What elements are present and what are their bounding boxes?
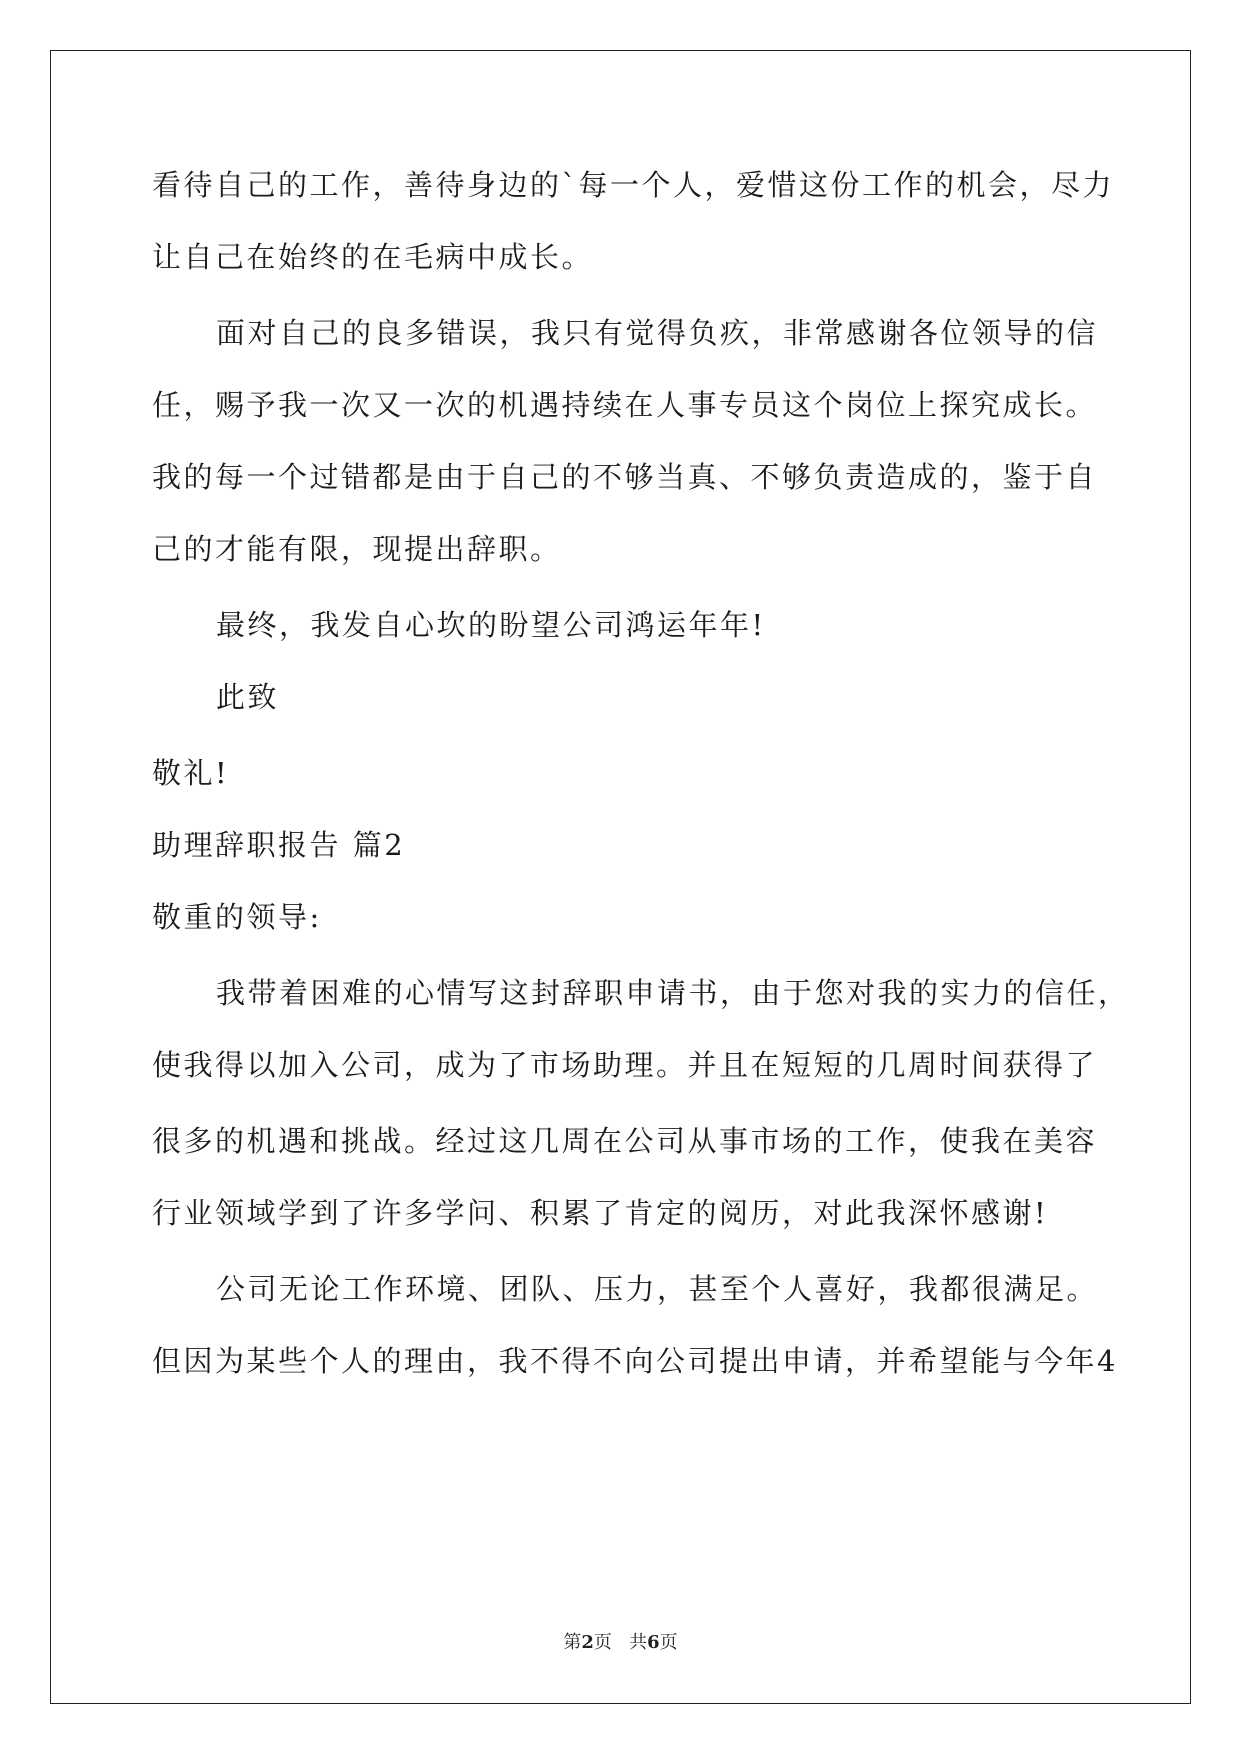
text-line: 但因为某些个人的理由，我不得不向公司提出申请，并希望能与今年4 — [152, 1344, 1118, 1378]
page-number-footer — [0, 1628, 1241, 1654]
page-prefix: 第 — [563, 1632, 582, 1653]
closing-salutation: 此致 — [216, 680, 280, 714]
section-heading: 助理辞职报告 篇2 — [152, 828, 406, 862]
text-line: 看待自己的工作，善待身边的`每一个人，爱惜这份工作的机会，尽力 — [152, 168, 1115, 202]
text-line: 使我得以加入公司，成为了市场助理。并且在短短的几周时间获得了 — [152, 1048, 1098, 1082]
text-line: 让自己在始终的在毛病中成长。 — [152, 240, 594, 274]
paragraph-line: 我带着困难的心情写这封辞职申请书，由于您对我的实力的信任， — [216, 976, 1130, 1010]
text-line: 行业领域学到了许多学问、积累了肯定的阅历，对此我深怀感谢! — [152, 1196, 1049, 1230]
text-line: 我的每一个过错都是由于自己的不够当真、不够负责造成的，鉴于自 — [152, 460, 1098, 494]
paragraph-line: 面对自己的良多错误，我只有觉得负疚，非常感谢各位领导的信 — [216, 316, 1099, 350]
total-page-number: 6 — [647, 1632, 660, 1653]
page-border — [50, 50, 1191, 1704]
total-prefix: 共 — [629, 1632, 648, 1653]
text-line: 任，赐予我一次又一次的机遇持续在人事专员这个岗位上探究成长。 — [152, 388, 1098, 422]
paragraph-line: 公司无论工作环境、团队、压力，甚至个人喜好，我都很满足。 — [216, 1272, 1099, 1306]
page-suffix: 页 — [593, 1632, 612, 1653]
total-suffix: 页 — [659, 1632, 678, 1653]
current-page-number: 2 — [581, 1632, 594, 1653]
text-line: 很多的机遇和挑战。经过这几周在公司从事市场的工作，使我在美容 — [152, 1124, 1098, 1158]
closing-regards: 敬礼! — [152, 756, 230, 790]
letter-greeting: 敬重的领导: — [152, 900, 322, 934]
paragraph-line: 最终，我发自心坎的盼望公司鸿运年年! — [216, 608, 766, 642]
text-line: 己的才能有限，现提出辞职。 — [152, 532, 562, 566]
